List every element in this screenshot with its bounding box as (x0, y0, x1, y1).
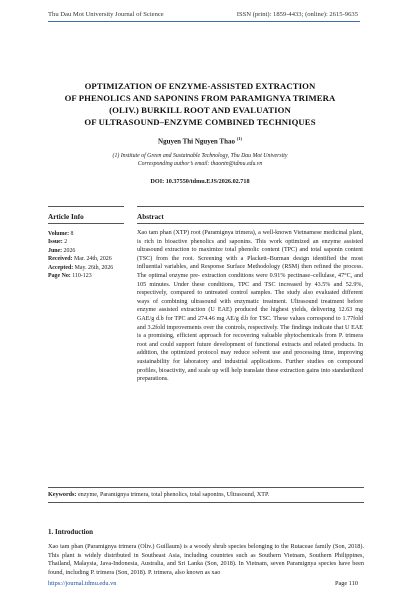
introduction-text: Xao tam phan (Paramignya trimera (Oliv.) Guillaum) is a woody shrub species belonging to the Rutaceae family (Son, 2018). This plant is widely distributed in Southeast Asia, including countries such as Southern Vietnam, Southern Philippines, Thailand, Malaysia, Java-Indonesia, Australia, and Sri Lanka (Son, 2018). In Vietnam, seven Paramignya species have been found, including P. trimera (Son, 2018). P. trimera, also known as xao (48, 543, 364, 576)
article-info-item (48, 238, 113, 246)
article-info-value: 2 (62, 239, 68, 246)
journal-name: Thu Dau Mot University Journal of Science (48, 11, 164, 18)
article-info-value: May. 26th, 2026 (73, 264, 114, 271)
author-superscript: (1) (236, 136, 242, 141)
article-info-item (48, 247, 113, 255)
article-info-value: 8 (69, 231, 74, 237)
keywords-label: Keywords: (48, 492, 77, 498)
abstract-heading: Abstract (137, 213, 164, 221)
article-info-label: Accepted: (48, 264, 74, 271)
paper-title (50, 80, 350, 128)
title-line: OPTIMIZATION OF ENZYME-ASSISTED EXTRACTION (84, 81, 316, 91)
corresponding-email: Corresponding author’s email: thaontn@tdmu.edu.vn (137, 160, 263, 167)
journal-header (0, 0, 400, 24)
journal-url-link[interactable]: https://journal.tdmu.edu.vn (48, 580, 117, 587)
article-info-list (48, 230, 113, 280)
article-info-value: 110-123 (70, 273, 92, 280)
article-info-value: 2026 (62, 247, 76, 254)
article-info-item (48, 264, 113, 272)
article-info-label: Page No: (48, 273, 71, 280)
keywords-text: enzyme, Paramignya trimera, total phenolics, total saponins, Ultrasound, XTP. (76, 492, 270, 498)
keywords (48, 491, 364, 499)
author-line (0, 136, 400, 145)
abstract-top-rule (137, 206, 364, 207)
page-number: Page 110 (334, 580, 358, 587)
article-info-label: Received: (48, 256, 73, 263)
keywords-top-rule (48, 487, 364, 488)
issn-info: ISSN (print): 1859-4433; (online): 2615-9635 (236, 11, 358, 18)
title-line: OF PHENOLICS AND SAPONINS FROM PARAMIGNYA TRIMERA (64, 93, 336, 103)
affiliation-block (0, 153, 400, 168)
doi: DOI: 10.37550/tdmu.EJS/2026.02.718 (150, 178, 250, 185)
article-info-label: Volume: (48, 231, 70, 237)
header-divider (48, 21, 360, 22)
abstract-heading-rule (137, 223, 364, 224)
article-info-heading-rule (48, 223, 124, 224)
keywords-bottom-rule (48, 502, 364, 503)
article-info-item (48, 230, 113, 238)
article-info-item (48, 255, 113, 263)
article-info-label: June: (48, 247, 63, 254)
article-info-item (48, 272, 113, 280)
author-name: Nguyen Thi Nguyen Thao (158, 137, 235, 146)
article-info-top-rule (48, 206, 124, 207)
article-info-value: Mar. 24th, 2026 (72, 256, 112, 263)
article-info-label: Issue: (48, 239, 63, 246)
section-heading: 1. Introduction (48, 528, 93, 536)
abstract-text: Xao tam phan (XTP) root (Paramignya trimera), a well-known Vietnamese medicinal plant, is rich in bioactive phenolics and saponins. This work optimized an enzyme assisted ultrasound extraction to maximize total phenolic content (TPC) and total saponin content (TSC) from the root. Screening with a Plackett–Burman design identified the most influential variables, and Response Surface Methodology (RSM) then refined the process. The optimal enzyme pre- extraction conditions were 0.91% pectinase–cellulase, 47°C, and 105 minutes. Under these conditions, TPC and TSC increased by 43.5% and 52.9%, respectively, compared to untreated control samples. The study also evaluated different ways of combining ultrasound with enzymatic treatment. Ultrasound treatment before enzyme assisted extraction (U EAE) produced the highest yields, delivering 12.63 mg GAE/g d.b for TPC and 274.46 mg AE/g d.b for TSC. These values correspond to 1.77fold and 3.2fold improvements over the controls, respectively. The findings indicate that U EAE is a promising, efficient approach for recovering valuable phytochemicals from P. trimera root and could support future development of functional extracts and related products. In addition, the optimized protocol may reduce solvent use and processing time, improving sustainability for laboratory and industrial applications. Further studies on compound profiles, bioactivity, and scale up will help translate these extraction gains into standardized preparations. (137, 230, 363, 383)
affiliation: (1) Institute of Green and Sustainable Technology, Thu Dau Mot University (112, 153, 288, 159)
article-info-heading: Article Info (48, 213, 84, 221)
title-line: (OLIV.) BURKILL ROOT AND EVALUATION (109, 105, 291, 115)
title-line: OF ULTRASOUND–ENZYME COMBINED TECHNIQUES (84, 117, 316, 127)
